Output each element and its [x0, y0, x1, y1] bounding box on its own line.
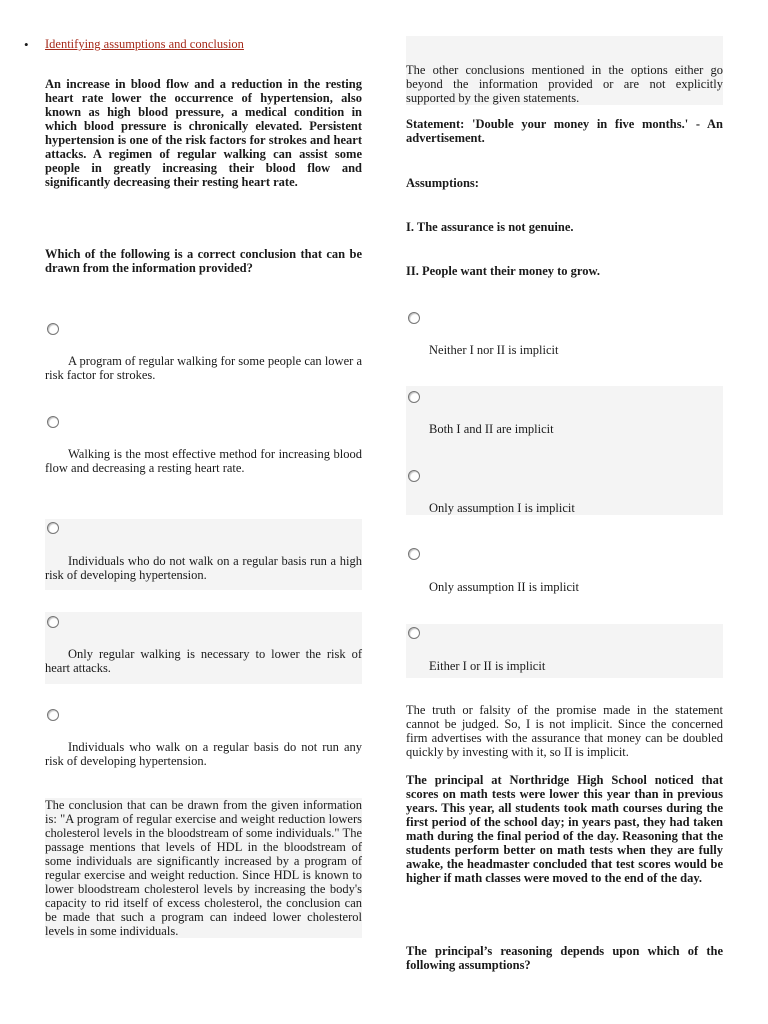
statement-text: Statement: 'Double your money in five months.' - An advertisement.	[406, 117, 723, 145]
question-text: Which of the following is a correct conclusion that can be drawn from the information provided?	[45, 247, 362, 275]
option-label-1: A program of regular walking for some people can lower a risk factor for strokes.	[45, 354, 362, 382]
option-block-3	[45, 519, 362, 590]
bullet-icon: •	[24, 37, 29, 52]
passage-text: An increase in blood flow and a reduction in the resting heart rate lower the occurrence of hypertension, also known as high blood pressure, a medical condition in which blood pressure is chronically elevated. Persistent hypertension is one of the risk factors for strokes and heart attacks. A regimen of regular walking can assist some people in greatly increasing their blood flow and significantly decreasing their resting heart rate.	[45, 77, 362, 189]
option-radio-1[interactable]	[47, 323, 59, 335]
option2-radio-1[interactable]	[408, 312, 420, 324]
option2-label-5: Either I or II is implicit	[429, 659, 546, 673]
option2-label-3: Only assumption I is implicit	[429, 501, 575, 515]
option-label-4: Only regular walking is necessary to lower the risk of heart attacks.	[45, 647, 362, 675]
option2-radio-5[interactable]	[408, 627, 420, 639]
option-radio-3[interactable]	[47, 522, 59, 534]
assumptions-label: Assumptions:	[406, 176, 479, 190]
passage3-text: The principal at Northridge High School noticed that scores on math tests were lower this year than in previous years. This year, all students took math courses during the first period of the school day; in years past, they had taken math during the final period of the day. Reasoning that the students perform better on math tests when they are fully awake, the headmaster concluded that test scores would be higher if math classes were moved to the end of the day.	[406, 773, 723, 885]
option2-label-4: Only assumption II is implicit	[429, 580, 579, 594]
section-heading-link[interactable]: Identifying assumptions and conclusion	[45, 37, 244, 51]
option-radio-5[interactable]	[47, 709, 59, 721]
option2-block-5	[406, 624, 723, 678]
option-radio-2[interactable]	[47, 416, 59, 428]
option-radio-4[interactable]	[47, 616, 59, 628]
option-block-4	[45, 612, 362, 684]
explanation-text: The conclusion that can be drawn from the given information is: "A program of regular exercise and weight reduction lowers cholesterol levels in the bloodstream of some individuals." The passage mentions that levels of HDL in the bloodstream of some individuals are significantly increased by a program of regular exercise and weight reduction. Since HDL is known to lower bloodstream cholesterol levels by increasing the body's capacity to rid itself of excess cholesterol, the conclusion can be made that such a program can indeed lower cholesterol levels in some individuals.	[45, 798, 362, 938]
option-label-2: Walking is the most effective method for increasing blood flow and decreasing a resting heart rate.	[45, 447, 362, 475]
option2-radio-2[interactable]	[408, 391, 420, 403]
option-label-3: Individuals who do not walk on a regular basis run a high risk of developing hypertension.	[45, 554, 362, 582]
assumption-one: I. The assurance is not genuine.	[406, 220, 574, 234]
explanation-continued: The other conclusions mentioned in the options either go beyond the information provided or are not explicitly supported by the given statements.	[406, 36, 723, 105]
question3-text: The principal’s reasoning depends upon which of the following assumptions?	[406, 944, 723, 972]
option2-radio-4[interactable]	[408, 548, 420, 560]
explanation2-text: The truth or falsity of the promise made in the statement cannot be judged. So, I is not implicit. Since the concerned firm advertises with the assurance that money can be doubled quickly by investing with it, so II is implicit.	[406, 703, 723, 759]
option2-block-2-3	[406, 386, 723, 515]
option2-label-1: Neither I nor II is implicit	[429, 343, 559, 357]
option2-radio-3[interactable]	[408, 470, 420, 482]
assumption-two: II. People want their money to grow.	[406, 264, 600, 278]
option2-label-2: Both I and II are implicit	[429, 422, 554, 436]
option-label-5: Individuals who walk on a regular basis do not run any risk of developing hypertension.	[45, 740, 362, 768]
